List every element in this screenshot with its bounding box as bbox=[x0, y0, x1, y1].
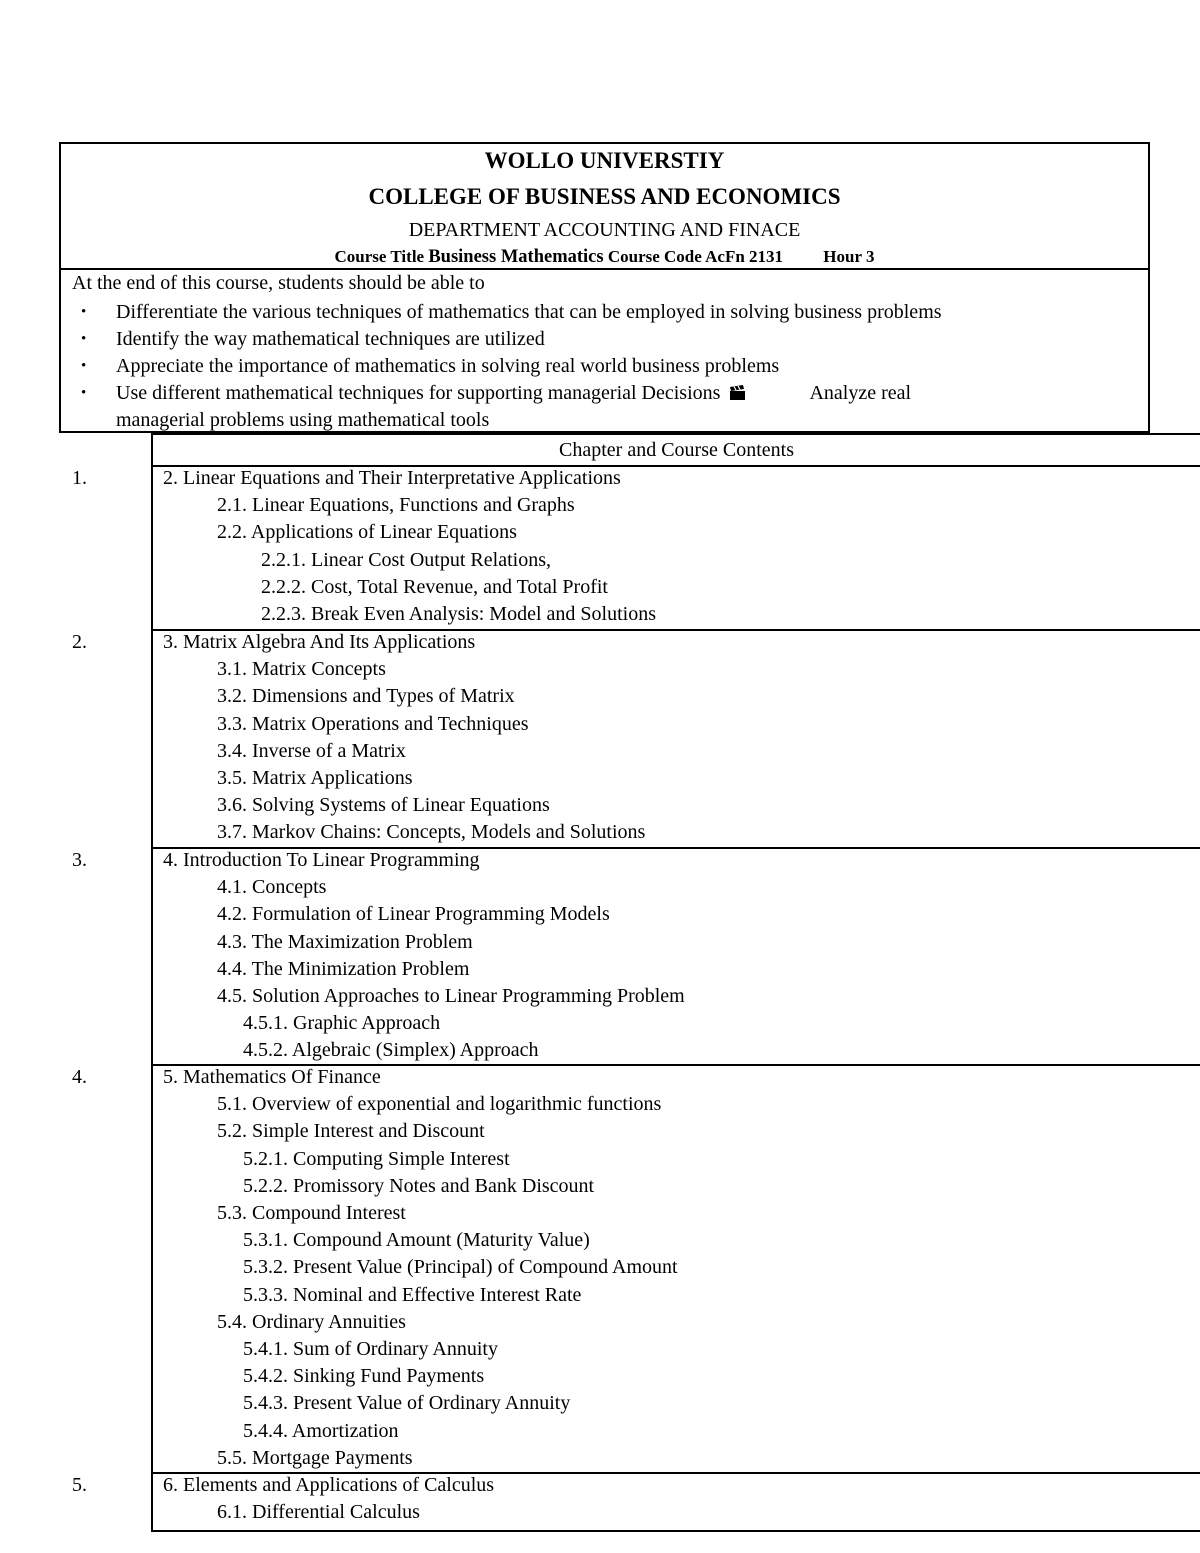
course-title-label: Course Title bbox=[334, 247, 425, 266]
content-item: 5.4.2. Sinking Fund Payments bbox=[243, 1365, 485, 1388]
list-item: • Appreciate the importance of mathematics in solving real world business problems bbox=[61, 353, 942, 380]
content-item: 5.4.1. Sum of Ordinary Annuity bbox=[243, 1338, 498, 1360]
content-item: 4.4. The Minimization Problem bbox=[217, 957, 470, 980]
content-item: 5.3.3. Nominal and Effective Interest Rate bbox=[243, 1283, 582, 1306]
content-item: 4.3. The Maximization Problem bbox=[217, 930, 473, 953]
chapter-number: 2. bbox=[72, 631, 87, 653]
content-item: 4.5.1. Graphic Approach bbox=[243, 1012, 441, 1035]
list-item: • Differentiate the various techniques of mathematics that can be employed in solving business problems bbox=[61, 299, 942, 326]
bullet-icon: • bbox=[81, 331, 87, 347]
content-item: 3.3. Matrix Operations and Techniques bbox=[217, 712, 529, 735]
content-item: 5.4.3. Present Value of Ordinary Annuity bbox=[243, 1392, 571, 1415]
content-item: 2.2.2. Cost, Total Revenue, and Total Profit bbox=[261, 575, 608, 598]
course-title: Business Mathematics bbox=[428, 247, 604, 267]
chapter-number: 1. bbox=[72, 467, 87, 489]
content-item: 4.5. Solution Approaches to Linear Programming Problem bbox=[217, 985, 685, 1007]
college-name: COLLEGE OF BUSINESS AND ECONOMICS bbox=[368, 184, 841, 209]
content-item: 4.1. Concepts bbox=[217, 876, 327, 899]
course-objectives bbox=[59, 268, 1150, 433]
content-item: 3.4. Inverse of a Matrix bbox=[217, 739, 406, 762]
clapperboard-icon bbox=[729, 382, 747, 398]
content-item: 3.1. Matrix Concepts bbox=[217, 658, 386, 681]
chapter-number: 4. bbox=[72, 1066, 87, 1088]
department-name: DEPARTMENT ACCOUNTING AND FINACE bbox=[408, 219, 801, 241]
course-hour: Hour 3 bbox=[823, 247, 875, 266]
content-item: 5.5. Mortgage Payments bbox=[217, 1446, 413, 1469]
course-info bbox=[61, 247, 1148, 268]
content-item: 5.4. Ordinary Annuities bbox=[217, 1310, 406, 1333]
content-item: 2.2. Applications of Linear Equations bbox=[217, 521, 517, 544]
content-item: 5.1. Overview of exponential and logarithmic functions bbox=[217, 1093, 662, 1116]
content-item: 4.5.2. Algebraic (Simplex) Approach bbox=[243, 1039, 539, 1062]
content-item: 5.3. Compound Interest bbox=[217, 1202, 406, 1224]
chapter-title: 4. Introduction To Linear Programming bbox=[163, 849, 480, 871]
bullet-icon: • bbox=[81, 385, 87, 401]
content-item: 3.5. Matrix Applications bbox=[217, 767, 413, 789]
bullet-icon: • bbox=[81, 304, 87, 320]
content-item: 5.2.2. Promissory Notes and Bank Discount bbox=[243, 1174, 595, 1197]
chapter-title: 5. Mathematics Of Finance bbox=[163, 1066, 381, 1088]
list-item: • Identify the way mathematical techniques are utilized bbox=[61, 326, 942, 353]
objectives-list bbox=[61, 299, 942, 434]
content-item: 6.1. Differential Calculus bbox=[217, 1501, 420, 1524]
content-item: 3.2. Dimensions and Types of Matrix bbox=[217, 685, 515, 708]
content-item: 5.4.4. Amortization bbox=[243, 1419, 399, 1442]
content-item: 5.3.2. Present Value (Principal) of Compound Amount bbox=[243, 1256, 678, 1279]
document-header bbox=[59, 142, 1150, 270]
chapter-title: 3. Matrix Algebra And Its Applications bbox=[163, 631, 476, 653]
bullet-icon: • bbox=[81, 358, 87, 374]
chapter-number: 5. bbox=[72, 1474, 87, 1496]
content-item: 2.2.3. Break Even Analysis: Model and Solutions bbox=[261, 603, 656, 625]
chapter-number: 3. bbox=[72, 849, 87, 871]
chapter-title: 2. Linear Equations and Their Interpretative Applications bbox=[163, 467, 621, 489]
content-item: 5.3.1. Compound Amount (Maturity Value) bbox=[243, 1229, 590, 1252]
content-item: 4.2. Formulation of Linear Programming Models bbox=[217, 903, 610, 926]
objectives-intro: At the end of this course, students should be able to bbox=[72, 272, 485, 294]
table-header: Chapter and Course Contents bbox=[153, 435, 1200, 467]
university-name: WOLLO UNIVERSTIY bbox=[484, 148, 725, 173]
content-item: 5.2.1. Computing Simple Interest bbox=[243, 1147, 510, 1170]
chapter-title: 6. Elements and Applications of Calculus bbox=[163, 1474, 495, 1496]
content-item: 3.6. Solving Systems of Linear Equations bbox=[217, 794, 550, 817]
content-item: 5.2. Simple Interest and Discount bbox=[217, 1120, 485, 1143]
course-code-label: Course Code bbox=[607, 247, 702, 266]
content-item: 2.1. Linear Equations, Functions and Graphs bbox=[217, 494, 575, 517]
content-item: 3.7. Markov Chains: Concepts, Models and Solutions bbox=[217, 821, 646, 844]
list-item: • Use different mathematical techniques for supporting managerial Decisions Analyze real managerial problems using mathematical tools bbox=[81, 382, 912, 431]
content-item: 2.2.1. Linear Cost Output Relations, bbox=[261, 548, 551, 571]
course-code: AcFn 2131 bbox=[705, 247, 784, 266]
